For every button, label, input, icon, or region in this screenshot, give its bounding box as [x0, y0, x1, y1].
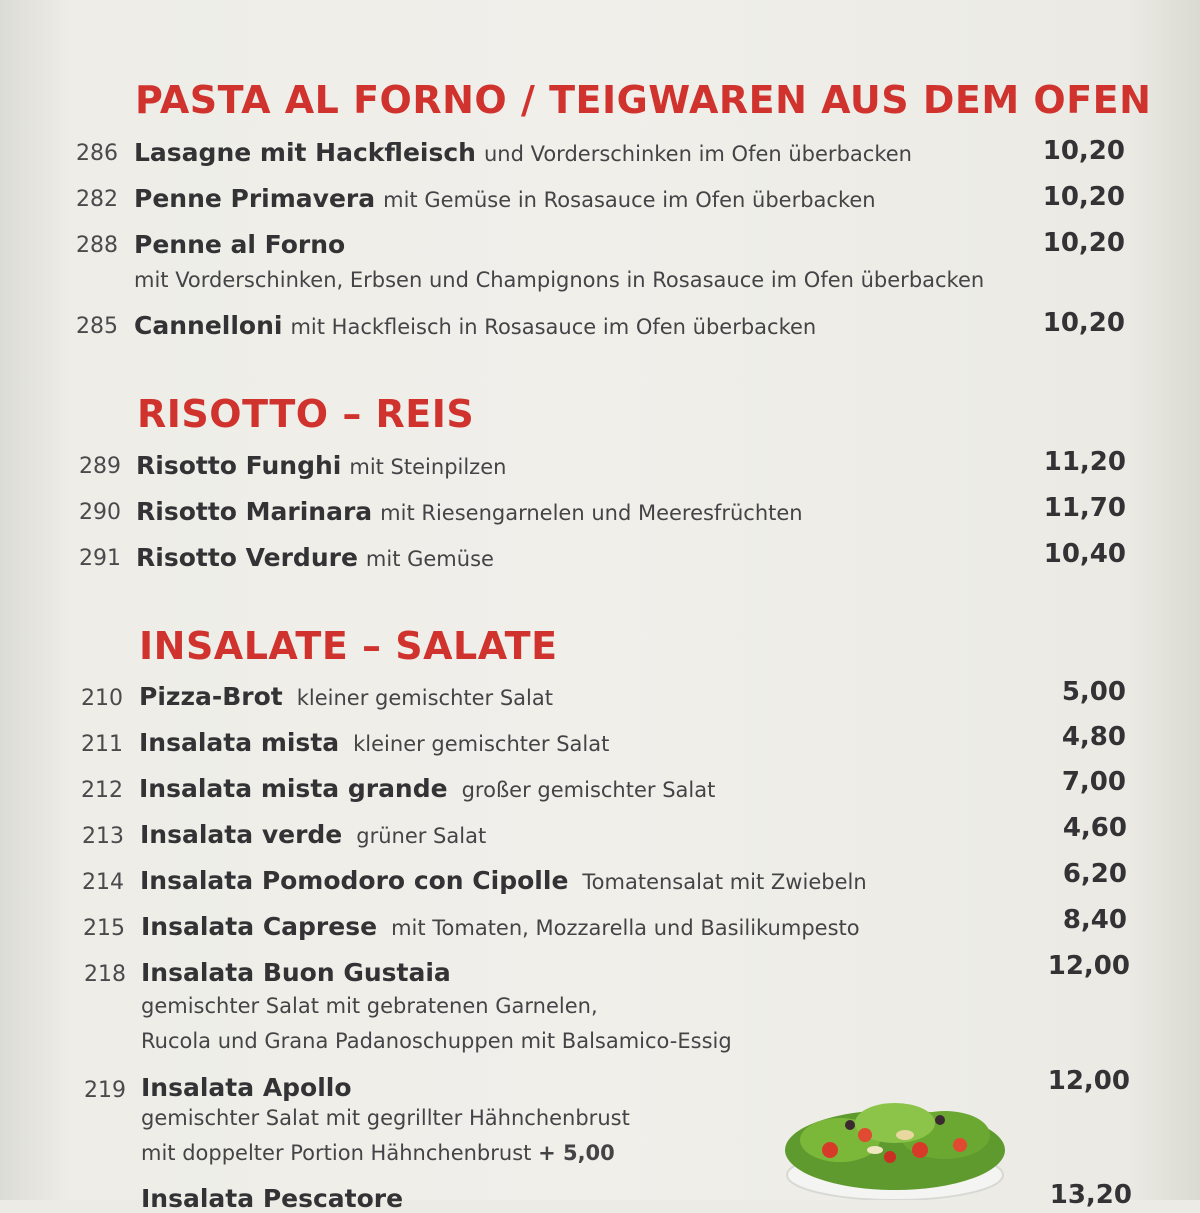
item-number: 290	[79, 500, 121, 525]
item-price: 4,60	[1062, 813, 1127, 843]
item-name: Insalata Buon Gustaia	[141, 958, 451, 987]
item-description: gemischter Salat mit gegrillter Hähnchenbrust	[141, 1106, 630, 1130]
item-price: 11,70	[1043, 493, 1126, 523]
item-name: Risotto Funghi	[136, 451, 342, 480]
item-price: 12,00	[1047, 1066, 1130, 1096]
item-price: 7,00	[1061, 767, 1126, 797]
item-price: 6,20	[1062, 859, 1127, 889]
item-number: 285	[76, 314, 118, 339]
item-number: 219	[84, 1078, 126, 1103]
item-number: 212	[81, 778, 123, 803]
item-description-line2	[141, 1141, 615, 1165]
item-price: 5,00	[1061, 677, 1126, 707]
item-number: 218	[84, 962, 126, 987]
item-name: Penne al Forno	[134, 230, 346, 259]
item-name: Risotto Verdure	[136, 543, 358, 572]
item-price: 10,40	[1043, 539, 1126, 569]
item-description: gemischter Salat mit gebratenen Garnelen,	[141, 994, 598, 1018]
item-price: 12,00	[1047, 951, 1130, 981]
item-name: Insalata verde	[140, 820, 343, 849]
item-name: Penne Primavera	[134, 184, 376, 213]
item-description: mit Gemüse in Rosasauce im Ofen überbacken	[383, 188, 876, 212]
item-price: 4,80	[1061, 722, 1126, 752]
salad-bowl-icon	[780, 1095, 1010, 1200]
item-name: Pizza-Brot	[139, 682, 283, 711]
item-price: 10,20	[1042, 136, 1125, 166]
item-number: 289	[79, 454, 121, 479]
item-price: 10,20	[1042, 228, 1125, 258]
item-name: Insalata mista grande	[139, 774, 448, 803]
item-price: 10,20	[1042, 308, 1125, 338]
item-name: Insalata Apollo	[141, 1073, 352, 1102]
item-description: grüner Salat	[356, 824, 487, 848]
item-number: 291	[79, 546, 121, 571]
item-description-line2: Rucola und Grana Padanoschuppen mit Balsamico-Essig	[141, 1029, 732, 1053]
item-description: kleiner gemischter Salat	[296, 686, 553, 710]
item-name: Risotto Marinara	[136, 497, 373, 526]
item-number: 211	[81, 732, 123, 757]
item-price: 11,20	[1043, 447, 1126, 477]
item-name: Insalata mista	[139, 728, 340, 757]
item-description: mit Riesengarnelen und Meeresfrüchten	[380, 501, 803, 525]
item-name: Insalata Pomodoro con Cipolle	[140, 866, 569, 895]
item-number: 286	[76, 141, 118, 166]
item-name: Insalata Pescatore	[141, 1184, 404, 1213]
item-name: Lasagne mit Hackfleisch	[134, 138, 476, 167]
section-title-pasta: PASTA AL FORNO / TEIGWAREN AUS DEM OFEN	[135, 78, 1152, 122]
item-description: mit Tomaten, Mozzarella und Basilikumpesto	[391, 916, 860, 940]
item-price: 8,40	[1062, 905, 1127, 935]
item-description: Tomatensalat mit Zwiebeln	[582, 870, 867, 894]
item-price: 10,20	[1042, 182, 1125, 212]
item-extra-text: mit doppelter Portion Hähnchenbrust	[141, 1141, 532, 1165]
item-number: 214	[82, 870, 124, 895]
item-description: mit Gemüse	[365, 547, 494, 571]
item-name: Cannelloni	[134, 311, 283, 340]
item-description: mit Steinpilzen	[349, 455, 507, 479]
item-description: mit Vorderschinken, Erbsen und Champignons in Rosasauce im Ofen überbacken	[134, 268, 985, 292]
item-number: 282	[76, 187, 118, 212]
section-title-salate: INSALATE – SALATE	[139, 624, 558, 668]
item-description: und Vorderschinken im Ofen überbacken	[483, 142, 912, 166]
item-extra-price: + 5,00	[538, 1141, 615, 1165]
item-number: 288	[76, 233, 118, 258]
item-name: Insalata Caprese	[141, 912, 378, 941]
item-description: mit Hackfleisch in Rosasauce im Ofen überbacken	[290, 315, 817, 339]
item-description: großer gemischter Salat	[461, 778, 716, 802]
item-description: kleiner gemischter Salat	[353, 732, 610, 756]
item-price: 13,20	[1049, 1180, 1132, 1210]
section-title-risotto: RISOTTO – REIS	[137, 392, 475, 436]
item-number: 215	[83, 916, 125, 941]
item-number: 210	[81, 686, 123, 711]
item-number: 213	[82, 824, 124, 849]
